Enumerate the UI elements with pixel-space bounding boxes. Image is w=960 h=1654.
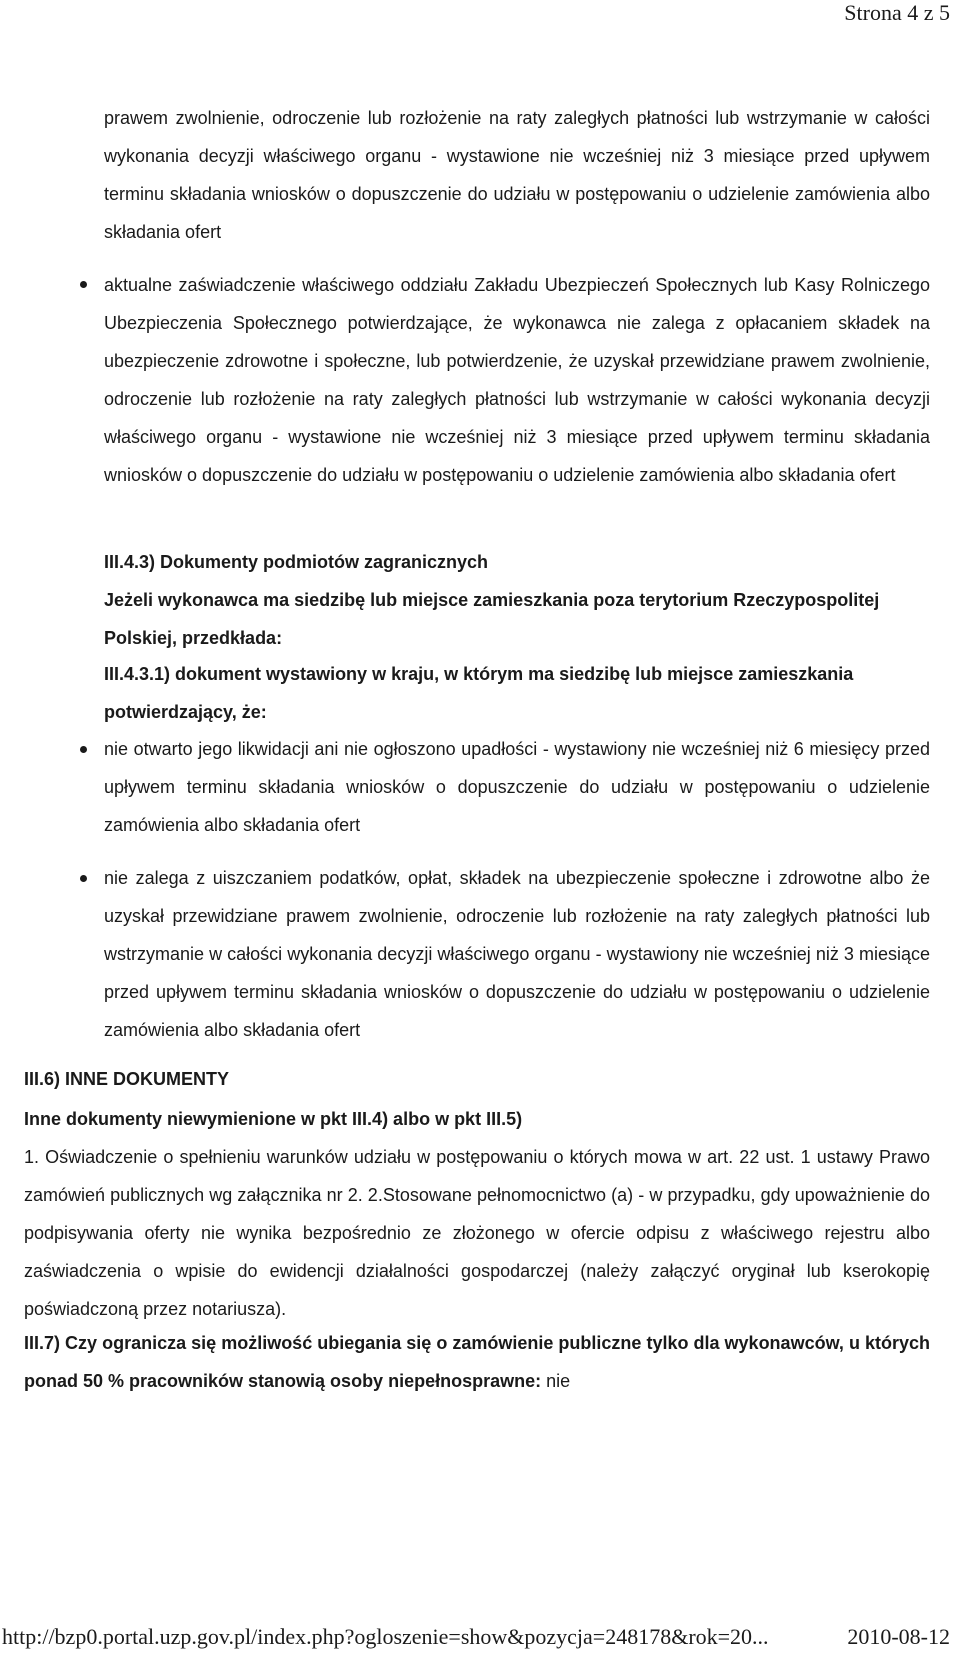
bullet-icon xyxy=(80,281,87,288)
footer-date: 2010-08-12 xyxy=(847,1624,950,1649)
section-heading-other-documents: III.6) INNE DOKUMENTY xyxy=(24,1069,230,1089)
other-documents-subheading: Inne dokumenty niewymienione w pkt III.4) albo w pkt III.5) xyxy=(24,1109,523,1129)
footer-url: http://bzp0.portal.uzp.gov.pl/index.php?ogloszenie=show&pozycja=248178&rok=20... xyxy=(2,1624,769,1649)
other-documents-paragraph: 1. Oświadczenie o spełnieniu warunków udziału w postępowaniu o których mowa w art. 22 ust. 1 ustawy Prawo zamówień publicznych wg załącznika nr 2. 2.Stosowane pełnomocnictwo (a) - w przypadku, gdy upoważnienie do podpisywania oferty nie wynika bezpośrednio ze złożonego w ofercie odpisu z właściwego rejestru albo zaświadczenia o wpisie do ewidencji działalności gospodarczej (należy załączyć oryginał lub kserokopię poświadczoną przez notariusza). xyxy=(24,1147,930,1319)
bullet-icon xyxy=(80,746,87,753)
bullet-icon xyxy=(80,875,87,882)
list-item-zus-certificate: aktualne zaświadczenie właściwego oddziału Zakładu Ubezpieczeń Społecznych lub Kasy Rolniczego Ubezpieczenia Społecznego potwierdzające, że wykonawca nie zalega z opłacaniem składek na ubezpieczenie zdrowotne i społeczne, lub potwierdzenie, że uzyskał przewidziane prawem zwolnienie, odroczenie lub rozłożenie na raty zaległych płatności lub wstrzymanie w całości wykonania decyzji właściwego organu - wystawione nie wcześniej niż 3 miesiące przed upływem terminu składania wniosków o dopuszczenie do udziału w postępowaniu o udzielenie zamówienia albo składania ofert xyxy=(104,275,930,485)
page-number: Strona 4 z 5 xyxy=(844,0,950,25)
page-footer xyxy=(0,1622,960,1654)
foreign-document-heading: III.4.3.1) dokument wystawiony w kraju, w którym ma siedzibę lub miejsce zamieszkania potwierdzający, że: xyxy=(104,664,854,722)
section-heading-foreign-documents: III.4.3) Dokumenty podmiotów zagranicznych xyxy=(104,552,489,572)
foreign-documents-intro: Jeżeli wykonawca ma siedzibę lub miejsce zamieszkania poza terytorium Rzeczypospolitej Polskiej, przedkłada: xyxy=(104,590,880,648)
disabled-workers-answer: nie xyxy=(541,1371,571,1391)
disabled-workers-question: III.7) Czy ogranicza się możliwość ubiegania się o zamówienie publiczne tylko dla wykonawców, u których ponad 50 % pracowników stanowią osoby niepełnosprawne: xyxy=(24,1333,930,1391)
disabled-workers-question-block xyxy=(24,1324,930,1400)
list-item-no-liquidation: nie otwarto jego likwidacji ani nie ogłoszono upadłości - wystawiony nie wcześniej niż 6 miesięcy przed upływem terminu składania wniosków o dopuszczenie do udziału w postępowaniu o udzielenie zamówienia albo składania ofert xyxy=(104,739,930,835)
paragraph-continuation: prawem zwolnienie, odroczenie lub rozłożenie na raty zaległych płatności lub wstrzymanie w całości wykonania decyzji właściwego organu - wystawione nie wcześniej niż 3 miesiące przed upływem terminu składania wniosków o dopuszczenie do udziału w postępowaniu o udzielenie zamówienia albo składania ofert xyxy=(104,108,930,242)
list-item-no-tax-arrears: nie zalega z uiszczaniem podatków, opłat, składek na ubezpieczenie społeczne i zdrowotne albo że uzyskał przewidziane prawem zwolnienie, odroczenie lub rozłożenie na raty zaległych płatności lub wstrzymanie w całości wykonania decyzji właściwego organu - wystawiony nie wcześniej niż 3 miesiące przed upływem terminu składania wniosków o dopuszczenie do udziału w postępowaniu o udzielenie zamówienia albo składania ofert xyxy=(104,868,930,1040)
